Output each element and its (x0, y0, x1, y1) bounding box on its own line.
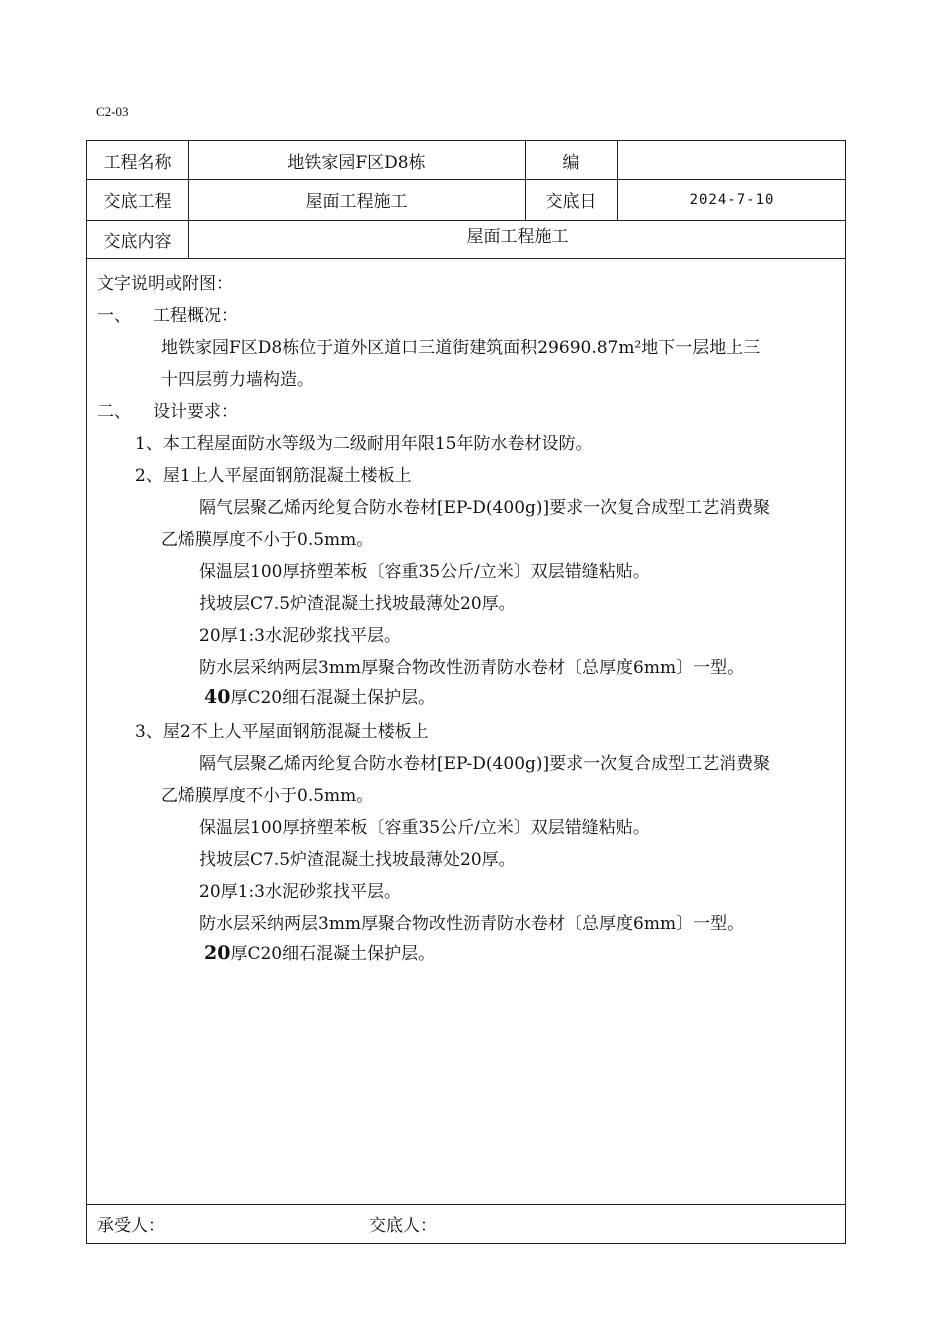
requirement-1: 1、本工程屋面防水等级为二级耐用年限15年防水卷材设防。 (135, 434, 593, 454)
roof2-protection-thickness: 20 (204, 942, 231, 964)
disclosure-date-label: 交底日 (545, 192, 597, 212)
roof1-vapor-barrier: 隔气层聚乙烯丙纶复合防水卷材[EP-D(400g)]要求一次复合成型工艺消费聚 (199, 498, 771, 518)
serial-label: 编 (562, 152, 580, 173)
disclosure-date-value: 2024-7-10 (689, 191, 775, 208)
overview-text: 地铁家园F区D8栋位于道外区道口三道街建筑面积29690.87m²地下一层地上三 (161, 338, 761, 358)
roof2-vapor-barrier-cont: 乙烯膜厚度不小于0.5mm。 (161, 786, 374, 806)
intro-text: 文字说明或附图： (97, 274, 233, 294)
project-name-value: 地铁家园F区D8栋 (287, 152, 426, 173)
disclosure-content-label: 交底内容 (103, 231, 172, 252)
disclosure-content-value: 屋面工程施工 (466, 226, 569, 247)
section-2-number: 二、 (97, 402, 131, 422)
section-1-title: 工程概况： (153, 306, 238, 326)
roof2-protection-text: 厚C20细石混凝土保护层。 (230, 944, 436, 964)
discloser-label: 交底人： (369, 1216, 437, 1236)
document-code: C2-03 (96, 104, 129, 119)
row-divider (87, 258, 845, 259)
roof1-insulation: 保温层100厚挤塑苯板〔容重35公斤/立米〕双层错缝粘贴。 (199, 562, 650, 582)
roof1-waterproof-layer: 防水层采纳两层3mm厚聚合物改性沥青防水卷材〔总厚度6mm〕一型。 (199, 658, 745, 678)
disclosure-item-value: 屋面工程施工 (305, 192, 408, 212)
roof2-protection-layer (204, 939, 435, 964)
roof1-protection-layer (204, 683, 435, 708)
roof1-protection-thickness: 40 (204, 686, 231, 708)
roof2-vapor-barrier: 隔气层聚乙烯丙纶复合防水卷材[EP-D(400g)]要求一次复合成型工艺消费聚 (199, 754, 771, 774)
roof2-waterproof-layer: 防水层采纳两层3mm厚聚合物改性沥青防水卷材〔总厚度6mm〕一型。 (199, 914, 745, 934)
roof1-vapor-barrier-cont: 乙烯膜厚度不小于0.5mm。 (161, 530, 374, 550)
section-2-title: 设计要求： (153, 402, 238, 422)
roof1-protection-text: 厚C20细石混凝土保护层。 (230, 688, 436, 708)
roof1-leveling-layer: 20厚1:3水泥砂浆找平层。 (199, 626, 401, 646)
roof2-leveling-layer: 20厚1:3水泥砂浆找平层。 (199, 882, 401, 902)
roof2-slope-layer: 找坡层C7.5炉渣混凝土找坡最薄处20厚。 (199, 850, 516, 870)
serial-value (617, 141, 847, 179)
disclosure-item-label: 交底工程 (103, 192, 172, 212)
overview-text-cont: 十四层剪力墙构造。 (161, 370, 314, 390)
project-name-label: 工程名称 (103, 152, 172, 173)
receiver-label: 承受人： (97, 1216, 165, 1236)
roof1-slope-layer: 找坡层C7.5炉渣混凝土找坡最薄处20厚。 (199, 594, 516, 614)
requirement-2: 2、屋1上人平屋面钢筋混凝土楼板上 (135, 466, 412, 486)
requirement-3: 3、屋2不上人平屋面钢筋混凝土楼板上 (135, 722, 429, 742)
disclosure-form (86, 140, 846, 1244)
section-1-number: 一、 (97, 306, 131, 326)
roof2-insulation: 保温层100厚挤塑苯板〔容重35公斤/立米〕双层错缝粘贴。 (199, 818, 650, 838)
row-divider (87, 1204, 845, 1205)
